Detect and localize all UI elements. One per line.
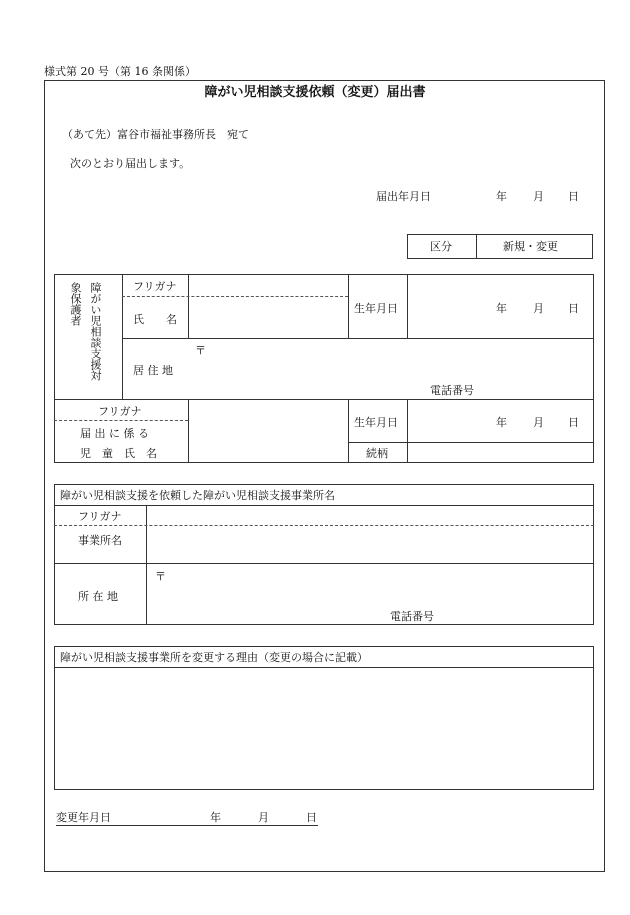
reason-header: 障がい児相談支援事業所を変更する理由（変更の場合に記載）	[60, 651, 368, 664]
form-title: 障がい児相談支援依頼（変更）届出書	[204, 85, 426, 100]
guardian-birthdate-label: 生年月日	[354, 302, 398, 315]
change-month: 月	[258, 811, 269, 824]
submission-date-label: 届出年月日	[376, 190, 431, 203]
child-relationship-label: 続柄	[366, 447, 388, 460]
change-date-label: 変更年月日	[56, 811, 111, 824]
change-day: 日	[306, 811, 317, 824]
child-birth-year: 年	[496, 416, 507, 429]
guardian-address-label: 居 住 地	[133, 364, 173, 377]
child-birth-month: 月	[533, 416, 544, 429]
office-phone-label: 電話番号	[390, 610, 434, 623]
submission-day: 日	[568, 190, 579, 203]
guardian-postal-mark: 〒	[195, 344, 206, 357]
child-furigana-label: フリガナ	[98, 405, 142, 418]
guardian-birth-day: 日	[568, 302, 579, 315]
category-label: 区分	[430, 240, 452, 253]
office-furigana-label: フリガナ	[78, 510, 122, 523]
category-value[interactable]: 新規・変更	[503, 240, 558, 253]
child-birth-day: 日	[568, 416, 579, 429]
change-year: 年	[210, 811, 221, 824]
form-number: 様式第 20 号（第 16 条関係）	[44, 65, 196, 78]
submission-month: 月	[533, 190, 544, 203]
change-date-underline	[56, 825, 318, 826]
guardian-birth-month: 月	[533, 302, 544, 315]
addressee: （あて先）富谷市福祉事務所長 宛て	[62, 128, 249, 141]
office-address-label: 所 在 地	[78, 590, 118, 603]
child-name-label-line2: 児 童 氏 名	[80, 447, 157, 460]
guardian-section-label-a: 障がい児相談支援対	[89, 282, 102, 381]
child-name-label-line1: 届 出 に 係 る	[80, 427, 149, 440]
guardian-name-label: 氏 名	[133, 313, 177, 326]
guardian-birth-year: 年	[496, 302, 507, 315]
guardian-section-label-b: 象保護者	[69, 282, 82, 326]
guardian-furigana-label: フリガナ	[133, 280, 177, 293]
guardian-phone-label: 電話番号	[430, 384, 474, 397]
child-birthdate-label: 生年月日	[354, 416, 398, 429]
intro-text: 次のとおり届出します。	[70, 157, 191, 170]
submission-year: 年	[496, 190, 507, 203]
office-postal-mark: 〒	[155, 570, 166, 583]
office-name-label: 事業所名	[78, 534, 122, 547]
office-header: 障がい児相談支援を依頼した障がい児相談支援事業所名	[60, 489, 335, 502]
